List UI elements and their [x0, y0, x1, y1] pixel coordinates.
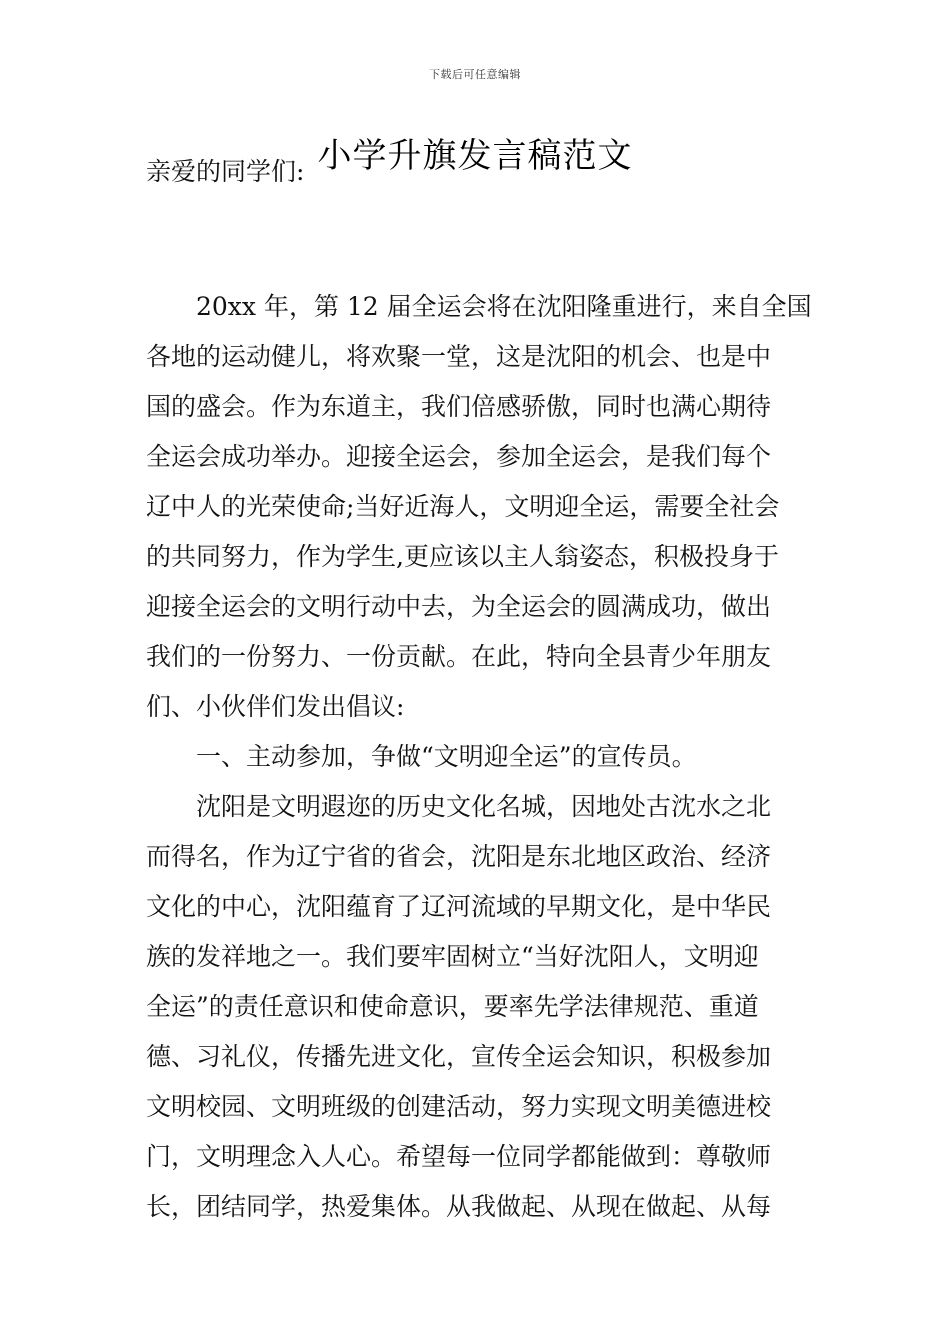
- text-line: 而得名，作为辽宁省的省会，沈阳是东北地区政治、经济: [146, 842, 772, 871]
- text-line: 文明校园、文明班级的创建活动，努力实现文明美德进校: [146, 1092, 772, 1121]
- text-line: 文化的中心，沈阳蕴育了辽河流域的早期文化，是中华民: [146, 892, 772, 921]
- text-line: 迎接全运会的文明行动中去，为全运会的圆满成功，做出: [146, 592, 772, 621]
- text-line: 全运”的责任意识和使命意识，要率先学法律规范、重道: [146, 992, 759, 1021]
- document-title: 小学升旗发言稿范文: [317, 136, 633, 176]
- text-line: 门，文明理念入人心。希望每一位同学都能做到：尊敬师: [146, 1142, 772, 1171]
- header-note: 下载后可任意编辑: [429, 68, 521, 81]
- text-line: 20xx 年，第 12 届全运会将在沈阳隆重进行，来自全国: [146, 292, 812, 321]
- text-line: 沈阳是文明遐迩的历史文化名城，因地处古沈水之北: [146, 792, 772, 821]
- text-line: 全运会成功举办。迎接全运会，参加全运会，是我们每个: [146, 442, 772, 471]
- text-line: 辽中人的光荣使命;当好近海人，文明迎全运，需要全社会: [146, 492, 780, 521]
- text-line: 我们的一份努力、一份贡献。在此，特向全县青少年朋友: [146, 642, 772, 671]
- salutation: 亲爱的同学们:: [146, 157, 305, 186]
- text-line: 族的发祥地之一。我们要牢固树立“当好沈阳人，文明迎: [146, 942, 759, 971]
- text-line: 国的盛会。作为东道主，我们倍感骄傲，同时也满心期待: [146, 392, 772, 421]
- text-line: 的共同努力，作为学生,更应该以主人翁姿态，积极投身于: [146, 542, 779, 571]
- text-line: 一、主动参加，争做“文明迎全运”的宣传员。: [146, 742, 697, 771]
- text-line: 德、习礼仪，传播先进文化，宣传全运会知识，积极参加: [146, 1042, 772, 1071]
- text-line: 们、小伙伴们发出倡议:: [146, 692, 405, 721]
- body-text: [146, 282, 810, 1232]
- text-line: 长，团结同学，热爱集体。从我做起、从现在做起、从每: [146, 1192, 772, 1221]
- text-line: 各地的运动健儿，将欢聚一堂，这是沈阳的机会、也是中: [146, 342, 772, 371]
